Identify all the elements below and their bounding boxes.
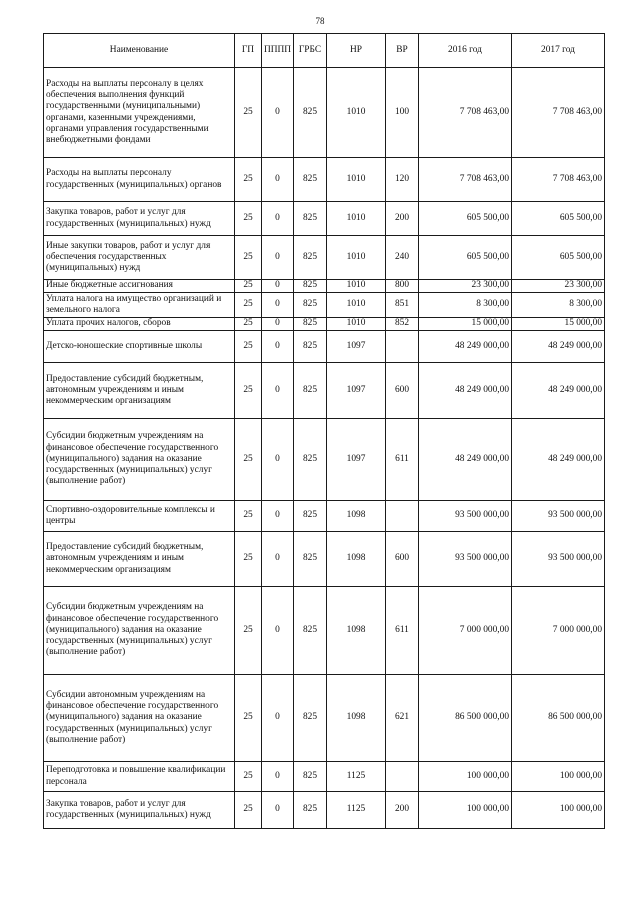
table-row (44, 280, 605, 293)
row-gp: 25 (235, 762, 262, 792)
row-vr (386, 762, 419, 792)
row-grbs: 825 (294, 158, 327, 202)
row-name: Предоставление субсидий бюджетным, автономным учреждениям и иным некоммерческим организациям (44, 532, 235, 587)
row-grbs: 825 (294, 587, 327, 675)
row-name: Предоставление субсидий бюджетным, автономным учреждениям и иным некоммерческим организациям (44, 363, 235, 419)
row-amount-2016: 605 500,00 (419, 236, 512, 280)
row-grbs: 825 (294, 293, 327, 318)
row-vr: 120 (386, 158, 419, 202)
row-amount-2017: 7 000 000,00 (512, 587, 605, 675)
row-nr: 1125 (327, 792, 386, 829)
row-vr: 611 (386, 419, 419, 501)
row-amount-2017: 86 500 000,00 (512, 675, 605, 762)
table-row (44, 202, 605, 236)
row-grbs: 825 (294, 202, 327, 236)
row-amount-2017: 605 500,00 (512, 202, 605, 236)
row-gp: 25 (235, 293, 262, 318)
row-nr: 1098 (327, 532, 386, 587)
header-gp: ГП (235, 34, 262, 68)
row-name: Субсидии бюджетным учреждениям на финансовое обеспечение государственного (муниципального) задания на оказание государственных (муниципальных) услуг (выполнение работ) (44, 419, 235, 501)
row-name: Уплата прочих налогов, сборов (44, 318, 235, 331)
row-amount-2016: 15 000,00 (419, 318, 512, 331)
row-vr: 611 (386, 587, 419, 675)
row-name: Закупка товаров, работ и услуг для государственных (муниципальных) нужд (44, 202, 235, 236)
row-amount-2016: 100 000,00 (419, 792, 512, 829)
row-pppp: 0 (262, 363, 294, 419)
row-amount-2016: 48 249 000,00 (419, 331, 512, 363)
row-pppp: 0 (262, 587, 294, 675)
row-vr: 200 (386, 202, 419, 236)
row-amount-2017: 605 500,00 (512, 236, 605, 280)
row-nr: 1010 (327, 280, 386, 293)
header-grbs: ГРБС (294, 34, 327, 68)
row-amount-2016: 93 500 000,00 (419, 532, 512, 587)
row-amount-2017: 48 249 000,00 (512, 331, 605, 363)
row-vr: 200 (386, 792, 419, 829)
row-pppp: 0 (262, 792, 294, 829)
row-grbs: 825 (294, 280, 327, 293)
row-amount-2016: 605 500,00 (419, 202, 512, 236)
row-pppp: 0 (262, 501, 294, 532)
row-vr (386, 501, 419, 532)
table-row (44, 293, 605, 318)
row-nr: 1010 (327, 158, 386, 202)
table-row (44, 501, 605, 532)
row-nr: 1097 (327, 419, 386, 501)
row-vr: 800 (386, 280, 419, 293)
row-gp: 25 (235, 675, 262, 762)
row-grbs: 825 (294, 318, 327, 331)
row-grbs: 825 (294, 419, 327, 501)
row-pppp: 0 (262, 158, 294, 202)
row-nr: 1010 (327, 202, 386, 236)
row-grbs: 825 (294, 363, 327, 419)
header-name: Наименование (44, 34, 235, 68)
row-vr: 600 (386, 532, 419, 587)
row-amount-2016: 7 708 463,00 (419, 68, 512, 158)
row-amount-2017: 15 000,00 (512, 318, 605, 331)
row-vr: 851 (386, 293, 419, 318)
row-vr: 240 (386, 236, 419, 280)
row-pppp: 0 (262, 675, 294, 762)
row-amount-2017: 8 300,00 (512, 293, 605, 318)
row-pppp: 0 (262, 318, 294, 331)
row-amount-2017: 7 708 463,00 (512, 68, 605, 158)
row-grbs: 825 (294, 68, 327, 158)
row-amount-2017: 48 249 000,00 (512, 419, 605, 501)
row-pppp: 0 (262, 331, 294, 363)
header-year-2017: 2017 год (512, 34, 605, 68)
row-vr (386, 331, 419, 363)
row-grbs: 825 (294, 532, 327, 587)
row-amount-2017: 23 300,00 (512, 280, 605, 293)
table-row (44, 792, 605, 829)
row-name: Спортивно-оздоровительные комплексы и центры (44, 501, 235, 532)
row-pppp: 0 (262, 419, 294, 501)
row-gp: 25 (235, 68, 262, 158)
row-amount-2016: 48 249 000,00 (419, 363, 512, 419)
row-amount-2016: 8 300,00 (419, 293, 512, 318)
table-row (44, 331, 605, 363)
row-pppp: 0 (262, 236, 294, 280)
row-name: Расходы на выплаты персоналу в целях обеспечения выполнения функций государственными (муниципальными) органами, казенными учреждениями, органами управления государственными внебюджетными фондами (44, 68, 235, 158)
row-vr: 600 (386, 363, 419, 419)
row-gp: 25 (235, 532, 262, 587)
row-amount-2016: 7 708 463,00 (419, 158, 512, 202)
table-row (44, 363, 605, 419)
row-amount-2016: 7 000 000,00 (419, 587, 512, 675)
row-pppp: 0 (262, 762, 294, 792)
header-nr: НР (327, 34, 386, 68)
row-nr: 1010 (327, 68, 386, 158)
row-amount-2017: 100 000,00 (512, 792, 605, 829)
row-amount-2016: 86 500 000,00 (419, 675, 512, 762)
row-gp: 25 (235, 363, 262, 419)
row-pppp: 0 (262, 532, 294, 587)
row-grbs: 825 (294, 762, 327, 792)
row-amount-2016: 48 249 000,00 (419, 419, 512, 501)
row-name: Субсидии бюджетным учреждениям на финансовое обеспечение государственного (муниципального) задания на оказание государственных (муниципальных) услуг (выполнение работ) (44, 587, 235, 675)
header-vr: ВР (386, 34, 419, 68)
table-header-row (44, 34, 605, 68)
row-grbs: 825 (294, 331, 327, 363)
row-grbs: 825 (294, 675, 327, 762)
row-nr: 1097 (327, 363, 386, 419)
row-grbs: 825 (294, 501, 327, 532)
row-gp: 25 (235, 331, 262, 363)
row-nr: 1125 (327, 762, 386, 792)
row-grbs: 825 (294, 236, 327, 280)
row-nr: 1010 (327, 236, 386, 280)
row-pppp: 0 (262, 280, 294, 293)
row-pppp: 0 (262, 293, 294, 318)
row-gp: 25 (235, 419, 262, 501)
row-amount-2017: 93 500 000,00 (512, 532, 605, 587)
table-row (44, 158, 605, 202)
row-vr: 621 (386, 675, 419, 762)
page-number: 78 (315, 16, 325, 26)
table-row (44, 675, 605, 762)
row-nr: 1098 (327, 675, 386, 762)
row-name: Иные бюджетные ассигнования (44, 280, 235, 293)
row-amount-2017: 93 500 000,00 (512, 501, 605, 532)
table-row (44, 532, 605, 587)
row-gp: 25 (235, 280, 262, 293)
row-gp: 25 (235, 792, 262, 829)
row-name: Субсидии автономным учреждениям на финансовое обеспечение государственного (муниципального) задания на оказание государственных (муниципальных) услуг (выполнение работ) (44, 675, 235, 762)
header-year-2016: 2016 год (419, 34, 512, 68)
budget-table (43, 33, 605, 829)
row-name: Расходы на выплаты персоналу государственных (муниципальных) органов (44, 158, 235, 202)
row-amount-2017: 100 000,00 (512, 762, 605, 792)
row-name: Закупка товаров, работ и услуг для государственных (муниципальных) нужд (44, 792, 235, 829)
row-nr: 1097 (327, 331, 386, 363)
row-amount-2016: 100 000,00 (419, 762, 512, 792)
row-pppp: 0 (262, 68, 294, 158)
row-nr: 1098 (327, 501, 386, 532)
row-name: Иные закупки товаров, работ и услуг для обеспечения государственных (муниципальных) нужд (44, 236, 235, 280)
row-nr: 1098 (327, 587, 386, 675)
row-nr: 1010 (327, 318, 386, 331)
row-amount-2017: 7 708 463,00 (512, 158, 605, 202)
table-row (44, 318, 605, 331)
row-gp: 25 (235, 158, 262, 202)
row-amount-2017: 48 249 000,00 (512, 363, 605, 419)
row-amount-2016: 23 300,00 (419, 280, 512, 293)
table-row (44, 587, 605, 675)
table-row (44, 762, 605, 792)
table-row (44, 419, 605, 501)
row-amount-2016: 93 500 000,00 (419, 501, 512, 532)
row-pppp: 0 (262, 202, 294, 236)
row-nr: 1010 (327, 293, 386, 318)
row-name: Детско-юношеские спортивные школы (44, 331, 235, 363)
table-row (44, 236, 605, 280)
row-gp: 25 (235, 587, 262, 675)
header-pppp: ПППП (262, 34, 294, 68)
table-row (44, 68, 605, 158)
row-name: Переподготовка и повышение квалификации персонала (44, 762, 235, 792)
row-gp: 25 (235, 501, 262, 532)
row-vr: 100 (386, 68, 419, 158)
row-vr: 852 (386, 318, 419, 331)
row-gp: 25 (235, 236, 262, 280)
row-grbs: 825 (294, 792, 327, 829)
row-gp: 25 (235, 318, 262, 331)
row-gp: 25 (235, 202, 262, 236)
row-name: Уплата налога на имущество организаций и земельного налога (44, 293, 235, 318)
